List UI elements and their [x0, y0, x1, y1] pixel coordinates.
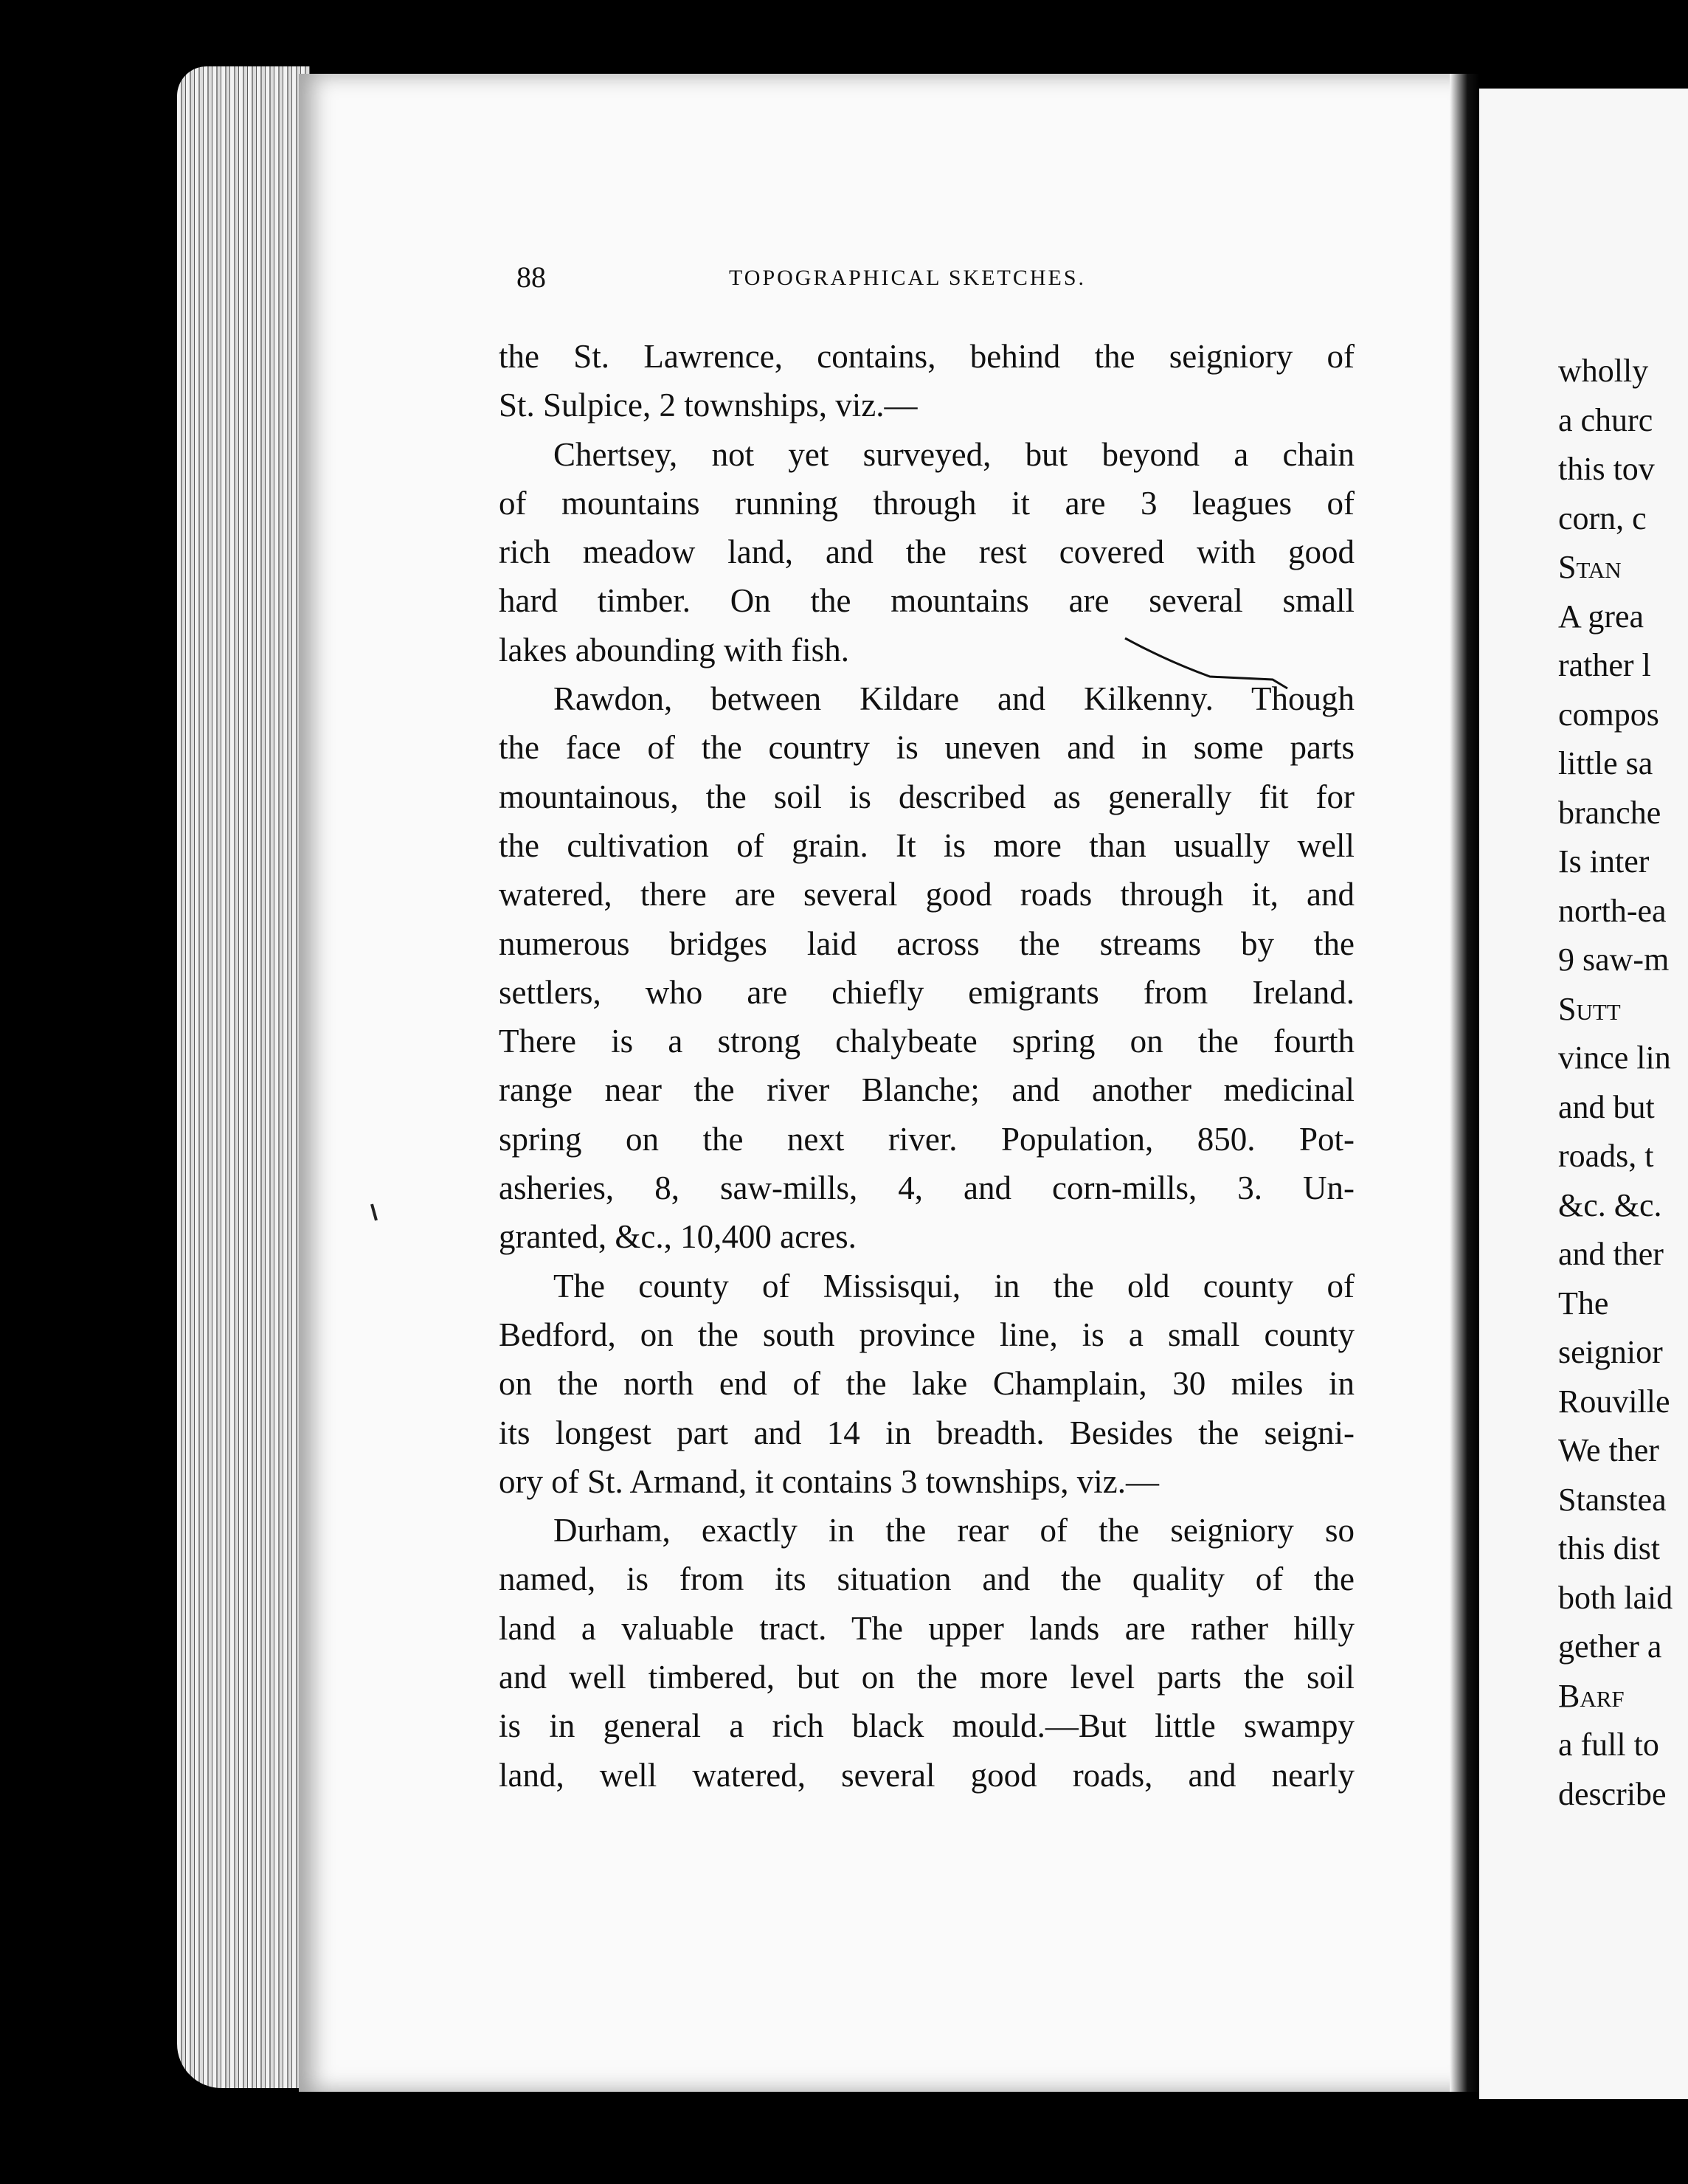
text-line: The county of Missisqui, in the old county of — [553, 1267, 1355, 1304]
running-title: TOPOGRAPHICAL SKETCHES. — [729, 266, 1087, 290]
facing-text-line: north-ea — [1558, 892, 1667, 929]
page-header — [516, 260, 1476, 292]
text-line: There is a strong chalybeate spring on the fourth — [499, 1023, 1355, 1060]
text-line: Rawdon, between Kildare and Kilkenny. Though — [553, 680, 1355, 718]
facing-text-line: vince lin — [1558, 1040, 1671, 1076]
facing-text-line: and but — [1558, 1088, 1655, 1125]
facing-text-line: describe — [1558, 1775, 1667, 1812]
facing-text-line: corn, c — [1558, 500, 1647, 536]
facing-text-line: branche — [1558, 794, 1661, 831]
facing-page-text — [1558, 347, 1688, 1819]
facing-text-line: wholly — [1558, 353, 1649, 389]
facing-text-line: gether a — [1558, 1628, 1662, 1665]
text-line: granted, &c., 10,400 acres. — [499, 1218, 857, 1256]
facing-text-line: roads, t — [1558, 1138, 1654, 1174]
text-line: asheries, 8, saw-mills, 4, and corn-mills, 3. Un- — [499, 1169, 1355, 1207]
facing-text-line: rather l — [1558, 647, 1651, 683]
text-line: its longest part and 14 in breadth. Besides the seigni- — [499, 1414, 1355, 1451]
text-line: of mountains running through it are 3 leagues of — [499, 484, 1355, 522]
text-line: land, well watered, several good roads, and nearly — [499, 1756, 1355, 1794]
facing-text-line: Sutt — [1558, 990, 1621, 1027]
margin-ink-mark — [369, 1203, 379, 1222]
text-line: and well timbered, but on the more level parts the soil — [499, 1659, 1355, 1696]
text-line: lakes abounding with fish. — [499, 631, 849, 668]
body-text — [499, 332, 1355, 1800]
facing-text-line: a churc — [1558, 401, 1653, 438]
facing-text-line: compos — [1558, 696, 1659, 733]
text-line: is in general a rich black mould.—But little swampy — [499, 1707, 1355, 1745]
page-block-edge — [177, 66, 310, 2088]
facing-text-line: Stan — [1558, 549, 1622, 585]
text-line: rich meadow land, and the rest covered with good — [499, 533, 1355, 571]
facing-text-line: and ther — [1558, 1236, 1664, 1272]
text-line: range near the river Blanche; and another medicinal — [499, 1071, 1355, 1109]
facing-text-line: both laid — [1558, 1579, 1673, 1616]
facing-text-line: Barf — [1558, 1677, 1625, 1714]
text-line: Durham, exactly in the rear of the seigniory so — [553, 1512, 1355, 1549]
text-line: hard timber. On the mountains are several small — [499, 582, 1355, 620]
text-line: Bedford, on the south province line, is a small county — [499, 1316, 1355, 1353]
handwritten-underline-mark — [1121, 631, 1291, 690]
text-line: spring on the next river. Population, 850. Pot- — [499, 1120, 1355, 1158]
facing-text-line: little sa — [1558, 745, 1653, 781]
text-line: on the north end of the lake Champlain, 30 miles in — [499, 1365, 1355, 1403]
text-line: watered, there are several good roads through it, and — [499, 876, 1355, 913]
text-line: named, is from its situation and the quality of the — [499, 1561, 1355, 1598]
text-line: ory of St. Armand, it contains 3 townships, viz.— — [499, 1462, 1159, 1500]
text-line: Chertsey, not yet surveyed, but beyond a chain — [553, 435, 1355, 473]
page-number: 88 — [516, 260, 546, 294]
facing-text-line: Is inter — [1558, 843, 1650, 880]
facing-text-line: &c. &c. — [1558, 1186, 1662, 1223]
text-line: St. Sulpice, 2 townships, viz.— — [499, 387, 918, 424]
facing-text-line: 9 saw-m — [1558, 941, 1670, 978]
book-gutter — [1450, 74, 1479, 2092]
text-line: settlers, who are chiefly emigrants from Ireland. — [499, 973, 1355, 1011]
facing-text-line: Stanstea — [1558, 1481, 1667, 1518]
facing-text-line: a full to — [1558, 1727, 1659, 1763]
text-line: the face of the country is uneven and in some parts — [499, 729, 1355, 767]
text-line: numerous bridges laid across the streams by the — [499, 925, 1355, 962]
facing-text-line: The — [1558, 1285, 1609, 1321]
facing-text-line: this dist — [1558, 1530, 1661, 1566]
facing-text-line: this tov — [1558, 451, 1655, 487]
text-line: land a valuable tract. The upper lands are rather hilly — [499, 1609, 1355, 1647]
text-line: the cultivation of grain. It is more than usually well — [499, 826, 1355, 864]
facing-text-line: We ther — [1558, 1432, 1659, 1468]
text-line: mountainous, the soil is described as generally fit for — [499, 778, 1355, 815]
text-line: the St. Lawrence, contains, behind the seigniory of — [499, 338, 1355, 375]
facing-text-line: Rouville — [1558, 1383, 1670, 1420]
facing-text-line: A grea — [1558, 598, 1644, 635]
facing-text-line: seignior — [1558, 1334, 1663, 1370]
